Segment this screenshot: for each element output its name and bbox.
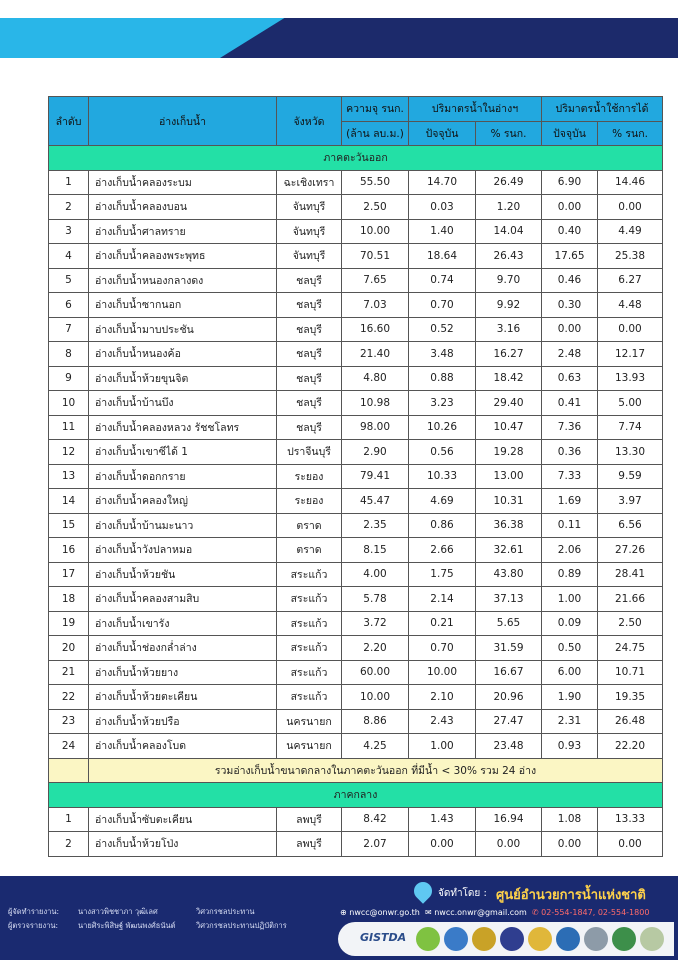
cell-province: นครนายก [277, 734, 342, 759]
partner-logo-9 [640, 927, 664, 951]
cell-province: นครนายก [277, 709, 342, 734]
east-table-row [49, 538, 663, 563]
cell-volume-current: 10.00 [409, 660, 476, 685]
cell-usable-pct: 3.97 [598, 489, 663, 514]
east-table-row [49, 366, 663, 391]
east-table-row [49, 709, 663, 734]
cell-volume-pct: 16.94 [476, 807, 542, 832]
cell-usable-pct: 4.49 [598, 219, 663, 244]
cell-no: 5 [49, 268, 89, 293]
cell-volume-current: 18.64 [409, 244, 476, 269]
header-reservoir: อ่างเก็บน้ำ [89, 97, 277, 146]
cell-volume-pct: 18.42 [476, 366, 542, 391]
cell-province: ลพบุรี [277, 807, 342, 832]
cell-reservoir: อ่างเก็บน้ำเขาซีได้ 1 [89, 440, 277, 465]
cell-volume-pct: 13.00 [476, 464, 542, 489]
cell-province: ชลบุรี [277, 268, 342, 293]
cell-usable-current: 2.31 [542, 709, 598, 734]
cell-no: 20 [49, 636, 89, 661]
header-no: ลำดับ [49, 97, 89, 146]
cell-volume-pct: 26.43 [476, 244, 542, 269]
east-table-row [49, 415, 663, 440]
cell-volume-pct: 20.96 [476, 685, 542, 710]
cell-no: 3 [49, 219, 89, 244]
cell-reservoir: อ่างเก็บน้ำหนองค้อ [89, 342, 277, 367]
cell-reservoir: อ่างเก็บน้ำมาบประชัน [89, 317, 277, 342]
header-province: จังหวัด [277, 97, 342, 146]
contact-line [340, 908, 649, 917]
cell-capacity: 4.00 [342, 562, 409, 587]
cell-reservoir: อ่างเก็บน้ำศาลทราย [89, 219, 277, 244]
phone-numbers: 02-554-1847, 02-554-1800 [541, 908, 650, 917]
cell-usable-current: 17.65 [542, 244, 598, 269]
prepared-role: วิศวกรชลประทาน [196, 907, 255, 916]
cell-volume-current: 2.43 [409, 709, 476, 734]
cell-volume-pct: 9.70 [476, 268, 542, 293]
cell-usable-pct: 13.33 [598, 807, 663, 832]
cell-no: 1 [49, 170, 89, 195]
east-table-row [49, 587, 663, 612]
cell-no: 8 [49, 342, 89, 367]
cell-reservoir: อ่างเก็บน้ำคลองพระพุทธ [89, 244, 277, 269]
cell-volume-current: 1.43 [409, 807, 476, 832]
cell-usable-current: 0.46 [542, 268, 598, 293]
cell-usable-pct: 13.93 [598, 366, 663, 391]
east-table-row [49, 611, 663, 636]
central-table-row [49, 807, 663, 832]
cell-usable-current: 6.90 [542, 170, 598, 195]
cell-volume-current: 0.86 [409, 513, 476, 538]
cell-province: ตราด [277, 513, 342, 538]
header-volume: ปริมาตรน้ำในอ่างฯ [409, 97, 542, 122]
cell-capacity: 8.42 [342, 807, 409, 832]
cell-reservoir: อ่างเก็บน้ำหนองกลางดง [89, 268, 277, 293]
cell-province: จันทบุรี [277, 219, 342, 244]
central-table-row [49, 832, 663, 857]
header-capacity: ความจุ รนก. [342, 97, 409, 122]
summary-empty-cell [49, 758, 89, 783]
cell-volume-current: 0.00 [409, 832, 476, 857]
cell-capacity: 4.80 [342, 366, 409, 391]
cell-usable-current: 1.69 [542, 489, 598, 514]
cell-volume-pct: 9.92 [476, 293, 542, 318]
cell-capacity: 98.00 [342, 415, 409, 440]
cell-capacity: 7.03 [342, 293, 409, 318]
east-table-row [49, 219, 663, 244]
cell-volume-pct: 0.00 [476, 832, 542, 857]
cell-volume-current: 3.23 [409, 391, 476, 416]
cell-usable-current: 0.36 [542, 440, 598, 465]
cell-volume-pct: 1.20 [476, 195, 542, 220]
cell-usable-current: 0.09 [542, 611, 598, 636]
east-table-row [49, 734, 663, 759]
cell-volume-current: 10.26 [409, 415, 476, 440]
cell-province: สระแก้ว [277, 636, 342, 661]
cell-province: ชลบุรี [277, 415, 342, 440]
cell-capacity: 2.50 [342, 195, 409, 220]
cell-province: สระแก้ว [277, 587, 342, 612]
cell-province: ชลบุรี [277, 317, 342, 342]
east-table-row [49, 170, 663, 195]
header-usable-pct: % รนก. [598, 121, 663, 146]
gistda-logo: GISTDA [360, 931, 407, 944]
east-table-row [49, 440, 663, 465]
cell-volume-pct: 43.80 [476, 562, 542, 587]
east-table-row [49, 391, 663, 416]
cell-volume-pct: 5.65 [476, 611, 542, 636]
cell-capacity: 10.98 [342, 391, 409, 416]
cell-province: จันทบุรี [277, 244, 342, 269]
cell-usable-current: 0.30 [542, 293, 598, 318]
header-volume-current: ปัจจุบัน [409, 121, 476, 146]
cell-province: สระแก้ว [277, 660, 342, 685]
east-table-row [49, 464, 663, 489]
header-capacity-unit: (ล้าน ลบ.ม.) [342, 121, 409, 146]
cell-province: ชลบุรี [277, 391, 342, 416]
cell-usable-current: 0.50 [542, 636, 598, 661]
cell-usable-pct: 6.56 [598, 513, 663, 538]
checked-role: วิศวกรชลประทานปฏิบัติการ [196, 921, 287, 930]
east-table-row [49, 489, 663, 514]
banner-navy-stripe [220, 18, 678, 58]
cell-capacity: 79.41 [342, 464, 409, 489]
east-table-row [49, 317, 663, 342]
cell-usable-current: 0.89 [542, 562, 598, 587]
cell-usable-pct: 24.75 [598, 636, 663, 661]
cell-usable-pct: 5.00 [598, 391, 663, 416]
cell-reservoir: อ่างเก็บน้ำห้วยปรือ [89, 709, 277, 734]
cell-no: 21 [49, 660, 89, 685]
cell-reservoir: อ่างเก็บน้ำคลองใหญ่ [89, 489, 277, 514]
cell-volume-pct: 23.48 [476, 734, 542, 759]
cell-reservoir: อ่างเก็บน้ำห้วยตะเคียน [89, 685, 277, 710]
cell-province: ลพบุรี [277, 832, 342, 857]
cell-capacity: 3.72 [342, 611, 409, 636]
cell-volume-pct: 3.16 [476, 317, 542, 342]
cell-no: 22 [49, 685, 89, 710]
cell-province: สระแก้ว [277, 685, 342, 710]
region-row-east [49, 146, 663, 171]
cell-volume-current: 0.70 [409, 293, 476, 318]
cell-volume-pct: 32.61 [476, 538, 542, 563]
east-table-row [49, 195, 663, 220]
cell-province: ฉะเชิงเทรา [277, 170, 342, 195]
partner-logo-1 [416, 927, 440, 951]
cell-usable-pct: 14.46 [598, 170, 663, 195]
cell-no: 14 [49, 489, 89, 514]
partner-logo-2 [444, 927, 468, 951]
cell-capacity: 2.07 [342, 832, 409, 857]
phone-icon: ✆ [531, 908, 539, 917]
cell-volume-current: 2.14 [409, 587, 476, 612]
cell-reservoir: อ่างเก็บน้ำบ้านมะนาว [89, 513, 277, 538]
cell-no: 10 [49, 391, 89, 416]
cell-no: 12 [49, 440, 89, 465]
cell-no: 23 [49, 709, 89, 734]
cell-no: 18 [49, 587, 89, 612]
cell-no: 7 [49, 317, 89, 342]
cell-volume-pct: 36.38 [476, 513, 542, 538]
cell-no: 2 [49, 195, 89, 220]
east-table-row [49, 342, 663, 367]
cell-reservoir: อ่างเก็บน้ำดอกกราย [89, 464, 277, 489]
cell-reservoir: อ่างเก็บน้ำคลองระบม [89, 170, 277, 195]
cell-reservoir: อ่างเก็บน้ำวังปลาหมอ [89, 538, 277, 563]
cell-volume-current: 2.10 [409, 685, 476, 710]
cell-usable-current: 1.90 [542, 685, 598, 710]
cell-volume-pct: 10.47 [476, 415, 542, 440]
cell-capacity: 70.51 [342, 244, 409, 269]
cell-no: 2 [49, 832, 89, 857]
cell-capacity: 16.60 [342, 317, 409, 342]
cell-reservoir: อ่างเก็บน้ำคลองโบด [89, 734, 277, 759]
cell-reservoir: อ่างเก็บน้ำช่องกล่ำล่าง [89, 636, 277, 661]
partner-logo-5 [528, 927, 552, 951]
table-body [49, 146, 663, 759]
cell-capacity: 10.00 [342, 685, 409, 710]
cell-volume-current: 0.74 [409, 268, 476, 293]
cell-volume-pct: 19.28 [476, 440, 542, 465]
made-by-label: จัดทำโดย : [438, 888, 487, 899]
cell-volume-pct: 29.40 [476, 391, 542, 416]
cell-province: ตราด [277, 538, 342, 563]
cell-usable-pct: 9.59 [598, 464, 663, 489]
checked-label: ผู้ตรวจรายงาน: [8, 921, 59, 930]
cell-usable-current: 0.00 [542, 832, 598, 857]
cell-volume-current: 4.69 [409, 489, 476, 514]
cell-volume-pct: 16.67 [476, 660, 542, 685]
cell-usable-pct: 0.00 [598, 832, 663, 857]
partner-logo-6 [556, 927, 580, 951]
cell-no: 1 [49, 807, 89, 832]
cell-usable-current: 1.00 [542, 587, 598, 612]
region-label-central: ภาคกลาง [49, 783, 663, 808]
cell-no: 11 [49, 415, 89, 440]
cell-usable-pct: 0.00 [598, 317, 663, 342]
cell-capacity: 5.78 [342, 587, 409, 612]
prepared-label: ผู้จัดทำรายงาน: [8, 907, 59, 916]
cell-usable-pct: 12.17 [598, 342, 663, 367]
cell-capacity: 45.47 [342, 489, 409, 514]
cell-no: 13 [49, 464, 89, 489]
cell-volume-current: 10.33 [409, 464, 476, 489]
top-banner [0, 0, 678, 60]
cell-usable-pct: 4.48 [598, 293, 663, 318]
cell-usable-current: 7.36 [542, 415, 598, 440]
mail-icon: ✉ [424, 908, 432, 917]
cell-usable-current: 0.00 [542, 195, 598, 220]
cell-province: ชลบุรี [277, 366, 342, 391]
cell-volume-current: 1.75 [409, 562, 476, 587]
cell-capacity: 7.65 [342, 268, 409, 293]
cell-volume-current: 0.56 [409, 440, 476, 465]
central-body [49, 807, 663, 856]
cell-volume-current: 0.52 [409, 317, 476, 342]
cell-usable-current: 1.08 [542, 807, 598, 832]
region-label-east: ภาคตะวันออก [49, 146, 663, 171]
cell-volume-current: 0.88 [409, 366, 476, 391]
cell-capacity: 2.20 [342, 636, 409, 661]
partner-logo-8 [612, 927, 636, 951]
summary-body [49, 758, 663, 807]
header-volume-pct: % รนก. [476, 121, 542, 146]
east-table-row [49, 513, 663, 538]
cell-no: 4 [49, 244, 89, 269]
partner-logo-4 [500, 927, 524, 951]
cell-reservoir: อ่างเก็บน้ำห้วยโป่ง [89, 832, 277, 857]
east-table-row [49, 293, 663, 318]
cell-reservoir: อ่างเก็บน้ำห้วยยาง [89, 660, 277, 685]
cell-capacity: 4.25 [342, 734, 409, 759]
cell-province: ระยอง [277, 464, 342, 489]
cell-usable-pct: 7.74 [598, 415, 663, 440]
cell-usable-pct: 22.20 [598, 734, 663, 759]
cell-volume-pct: 14.04 [476, 219, 542, 244]
cell-volume-pct: 26.49 [476, 170, 542, 195]
cell-no: 15 [49, 513, 89, 538]
cell-usable-pct: 0.00 [598, 195, 663, 220]
cell-usable-pct: 10.71 [598, 660, 663, 685]
cell-reservoir: อ่างเก็บน้ำซับตะเคียน [89, 807, 277, 832]
header-usable-current: ปัจจุบัน [542, 121, 598, 146]
partner-logo-strip [338, 922, 674, 956]
email-address[interactable]: nwcc.onwr@gmail.com [434, 908, 527, 917]
cell-province: สระแก้ว [277, 611, 342, 636]
cell-reservoir: อ่างเก็บน้ำซากนอก [89, 293, 277, 318]
cell-no: 16 [49, 538, 89, 563]
cell-usable-current: 0.93 [542, 734, 598, 759]
cell-reservoir: อ่างเก็บน้ำคลองบอน [89, 195, 277, 220]
cell-usable-pct: 26.48 [598, 709, 663, 734]
organization-name: ศูนย์อำนวยการน้ำแห่งชาติ [496, 888, 646, 903]
cell-reservoir: อ่างเก็บน้ำเขารัง [89, 611, 277, 636]
cell-usable-current: 0.63 [542, 366, 598, 391]
partner-logo-3 [472, 927, 496, 951]
web-address[interactable]: nwcc@onwr.go.th [349, 908, 420, 917]
summary-text: รวมอ่างเก็บน้ำขนาดกลางในภาคตะวันออก ที่มีน้ำ < 30% รวม 24 อ่าง [89, 758, 663, 783]
reservoir-table-container [48, 96, 662, 857]
cell-reservoir: อ่างเก็บน้ำคลองสามสิบ [89, 587, 277, 612]
cell-usable-current: 0.11 [542, 513, 598, 538]
cell-volume-pct: 27.47 [476, 709, 542, 734]
cell-usable-current: 0.40 [542, 219, 598, 244]
cell-usable-current: 0.00 [542, 317, 598, 342]
east-table-row [49, 660, 663, 685]
cell-volume-pct: 37.13 [476, 587, 542, 612]
cell-usable-pct: 13.30 [598, 440, 663, 465]
cell-usable-current: 7.33 [542, 464, 598, 489]
cell-capacity: 2.35 [342, 513, 409, 538]
cell-volume-current: 1.00 [409, 734, 476, 759]
cell-volume-pct: 31.59 [476, 636, 542, 661]
cell-usable-current: 0.41 [542, 391, 598, 416]
cell-province: ชลบุรี [277, 342, 342, 367]
cell-no: 6 [49, 293, 89, 318]
cell-capacity: 55.50 [342, 170, 409, 195]
cell-usable-pct: 2.50 [598, 611, 663, 636]
cell-volume-current: 14.70 [409, 170, 476, 195]
cell-no: 17 [49, 562, 89, 587]
cell-reservoir: อ่างเก็บน้ำห้วยขุนจิต [89, 366, 277, 391]
cell-volume-current: 1.40 [409, 219, 476, 244]
cell-province: ชลบุรี [277, 293, 342, 318]
east-table-row [49, 244, 663, 269]
cell-capacity: 8.86 [342, 709, 409, 734]
cell-reservoir: อ่างเก็บน้ำคลองหลวง รัชชโลทร [89, 415, 277, 440]
reservoir-table [48, 96, 663, 857]
cell-volume-current: 0.21 [409, 611, 476, 636]
checked-name: นายศิระพิสิษฐ์ พัฒนพงศ์ธนันต์ [78, 921, 176, 930]
east-table-row [49, 562, 663, 587]
web-icon: ⊕ [340, 908, 347, 917]
cell-usable-pct: 25.38 [598, 244, 663, 269]
cell-usable-pct: 19.35 [598, 685, 663, 710]
cell-usable-pct: 21.66 [598, 587, 663, 612]
cell-no: 19 [49, 611, 89, 636]
cell-no: 9 [49, 366, 89, 391]
header-usable: ปริมาตรน้ำใช้การได้ [542, 97, 663, 122]
cell-province: ปราจีนบุรี [277, 440, 342, 465]
cell-volume-current: 3.48 [409, 342, 476, 367]
east-table-row [49, 268, 663, 293]
cell-volume-current: 2.66 [409, 538, 476, 563]
cell-reservoir: อ่างเก็บน้ำบ้านบึง [89, 391, 277, 416]
cell-capacity: 8.15 [342, 538, 409, 563]
cell-usable-pct: 27.26 [598, 538, 663, 563]
footer [0, 876, 678, 960]
cell-usable-pct: 28.41 [598, 562, 663, 587]
cell-province: ระยอง [277, 489, 342, 514]
cell-capacity: 21.40 [342, 342, 409, 367]
cell-no: 24 [49, 734, 89, 759]
cell-usable-current: 2.06 [542, 538, 598, 563]
cell-volume-pct: 16.27 [476, 342, 542, 367]
east-table-row [49, 636, 663, 661]
summary-row [49, 758, 663, 783]
cell-capacity: 10.00 [342, 219, 409, 244]
cell-province: สระแก้ว [277, 562, 342, 587]
cell-usable-current: 6.00 [542, 660, 598, 685]
cell-capacity: 60.00 [342, 660, 409, 685]
cell-capacity: 2.90 [342, 440, 409, 465]
cell-volume-current: 0.03 [409, 195, 476, 220]
cell-reservoir: อ่างเก็บน้ำห้วยชัน [89, 562, 277, 587]
region-row-central [49, 783, 663, 808]
cell-province: จันทบุรี [277, 195, 342, 220]
prepared-name: นางสาวพิชชาภา วุฒิเลศ [78, 907, 158, 916]
partner-logo-7 [584, 927, 608, 951]
cell-usable-current: 2.48 [542, 342, 598, 367]
cell-usable-pct: 6.27 [598, 268, 663, 293]
east-table-row [49, 685, 663, 710]
cell-volume-current: 0.70 [409, 636, 476, 661]
water-drop-icon [410, 878, 435, 903]
cell-volume-pct: 10.31 [476, 489, 542, 514]
